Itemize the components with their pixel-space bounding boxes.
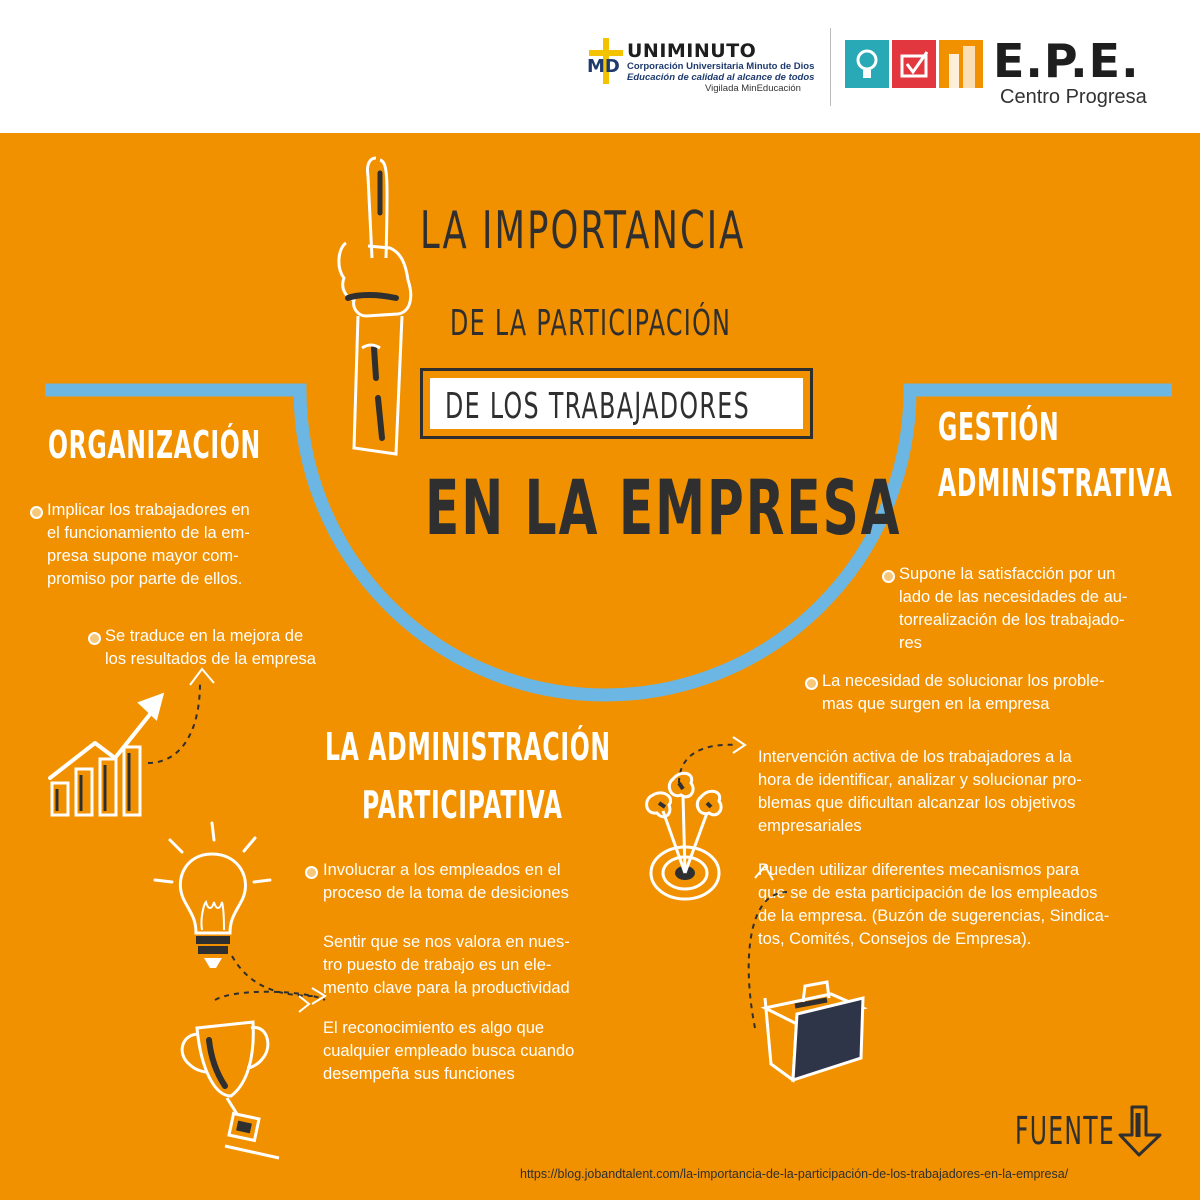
- title-line2: DE LA PARTICIPACIÓN: [450, 303, 732, 344]
- uniminuto-name: UNIMINUTO: [627, 40, 757, 62]
- down-arrow-icon: [1116, 1103, 1166, 1159]
- organizacion-p1: [30, 499, 310, 591]
- text-line: empresariales: [758, 817, 862, 835]
- text-line: Pueden utilizar diferentes mecanismos para: [758, 861, 1080, 879]
- organizacion-bullet-1: [30, 499, 310, 591]
- uniminuto-logo: [585, 38, 825, 98]
- text-line: Sentir que se nos valora en nues-: [323, 933, 570, 951]
- text-line: tro puesto de trabajo es un ele-: [323, 956, 552, 974]
- text-line: promiso por parte de ellos.: [47, 570, 243, 588]
- text-line: mas que surgen en la empresa: [822, 695, 1050, 713]
- bullet-icon: [30, 506, 43, 519]
- epe-blocks-icon: [845, 40, 985, 88]
- title-line3-box: [420, 368, 813, 439]
- header-divider: [830, 28, 831, 106]
- text-line: que se de esta participación de los empleados: [758, 884, 1098, 902]
- text-line: blemas que dificultan alcanzar los objetivos: [758, 794, 1076, 812]
- text-line: el funcionamiento de la em-: [47, 524, 250, 542]
- text-line: Se traduce en la mejora de: [105, 627, 304, 645]
- text-line: Supone la satisfacción por un: [899, 565, 1116, 583]
- gestion-bullet-2: [805, 670, 1175, 716]
- text-line: mento clave para la productividad: [323, 979, 570, 997]
- title-line4: EN LA EMPRESA: [425, 463, 902, 552]
- epe-subtitle: Centro Progresa: [1000, 86, 1147, 108]
- bullet-icon: [882, 570, 895, 583]
- uniminuto-mark-text: MD: [587, 56, 620, 77]
- source-label: FUENTE: [1015, 1109, 1116, 1153]
- organizacion-heading: ORGANIZACIÓN: [48, 423, 261, 467]
- epe-title: E.P.E.: [993, 34, 1140, 88]
- title-line3: DE LOS TRABAJADORES: [445, 386, 750, 427]
- text-line: de la empresa. (Buzón de sugerencias, Sindica-: [758, 907, 1110, 925]
- gestion-heading-2: ADMINISTRATIVA: [938, 461, 1173, 505]
- title-line1: LA IMPORTANCIA: [420, 201, 746, 261]
- text-line: los resultados de la empresa: [105, 650, 316, 668]
- administracion-p2: [323, 931, 633, 1000]
- gestion-heading-1: GESTIÓN: [938, 405, 1060, 449]
- right-column-p1: [758, 746, 1148, 838]
- bullet-icon: [88, 632, 101, 645]
- text-line: lado de las necesidades de au-: [899, 588, 1128, 606]
- text-line: La necesidad de solucionar los proble-: [822, 672, 1105, 690]
- text-line: Involucrar a los empleados en el: [323, 861, 561, 879]
- text-line: desempeña sus funciones: [323, 1065, 515, 1083]
- main-panel: [0, 133, 1200, 1200]
- source-link[interactable]: https://blog.jobandtalent.com/la-importancia-de-la-participación-de-los-trabajadores-en-la-empresa/: [520, 1167, 1069, 1181]
- text-line: Intervención activa de los trabajadores a la: [758, 748, 1072, 766]
- text-line: res: [899, 634, 922, 652]
- uniminuto-line1: Corporación Universitaria Minuto de Dios: [627, 61, 815, 72]
- pointing-hand-icon: [318, 148, 428, 478]
- administracion-heading-1: LA ADMINISTRACIÓN: [325, 725, 611, 769]
- trophy-icon: [175, 978, 355, 1168]
- text-line: cualquier empleado busca cuando: [323, 1042, 575, 1060]
- administracion-bullet-1: [305, 859, 625, 905]
- text-line: hora de identificar, analizar y solucionar pro-: [758, 771, 1082, 789]
- header-bar: [0, 0, 1200, 133]
- text-line: El reconocimiento es algo que: [323, 1019, 545, 1037]
- administracion-p1: [305, 859, 625, 905]
- text-line: torrealización de los trabajado-: [899, 611, 1125, 629]
- text-line: presa supone mayor com-: [47, 547, 239, 565]
- uniminuto-line3: Vigilada MinEducación: [705, 83, 801, 94]
- administracion-heading-2: PARTICIPATIVA: [362, 783, 563, 827]
- epe-logo: [845, 34, 1175, 115]
- text-line: tos, Comités, Consejos de Empresa).: [758, 930, 1032, 948]
- suggestion-box-icon: [735, 858, 885, 1088]
- text-line: Implicar los trabajadores en: [47, 501, 250, 519]
- bullet-icon: [805, 677, 818, 690]
- text-line: proceso de la toma de desiciones: [323, 884, 569, 902]
- gestion-p2: [805, 670, 1175, 716]
- gestion-p1: [882, 563, 1182, 655]
- uniminuto-line2: Educación de calidad al alcance de todos: [627, 72, 815, 83]
- administracion-p3: [323, 1017, 633, 1086]
- gestion-bullet-1: [882, 563, 1182, 655]
- uniminuto-mark-icon: [585, 38, 625, 84]
- growth-chart-icon: [40, 663, 280, 823]
